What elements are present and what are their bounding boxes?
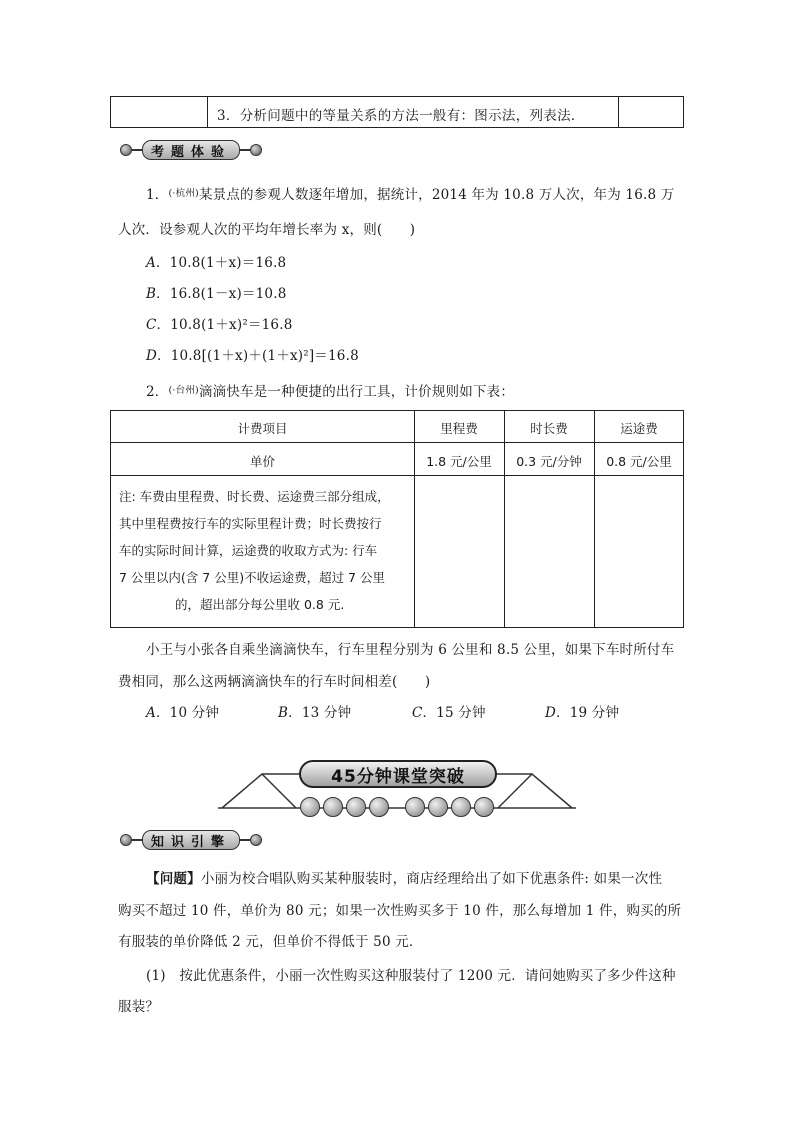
table-cell: 0.8 元/公里 <box>606 454 672 469</box>
problem-sub1-line2: 服装？ <box>118 999 160 1015</box>
option-c: C．15 分钟 <box>412 705 486 721</box>
table-header: 运途费 <box>620 421 658 436</box>
table-cell: 单价 <box>249 454 275 469</box>
top-table-row <box>110 96 684 128</box>
decor-dot-icon <box>120 834 132 846</box>
decor-ball-icon <box>405 797 425 817</box>
table-cell: 0.3 元/分钟 <box>516 454 582 469</box>
table-divider <box>207 97 208 127</box>
table-divider <box>618 97 619 127</box>
fare-table <box>110 410 684 628</box>
question-2-line1: 小王与小张各自乘坐滴滴快车，行车里程分别为 6 公里和 8.5 公里，如果下车时所付车 <box>146 642 675 658</box>
decor-ball-icon <box>300 797 320 817</box>
decor-ball-icon <box>428 797 448 817</box>
table-header: 时长费 <box>530 421 568 436</box>
option-d: D．10.8[(1＋x)＋(1＋x)²]＝16.8 <box>146 348 359 364</box>
section-title: 考题体验 <box>142 140 240 160</box>
fare-note: 注: 车费由里程费、时长费、运途费三部分组成， 其中里程费按行车的实际里程计费；时长费按行 车的实际时间计算，运途费的收取方式为: 行车 7 公里以内(含 7 公里)不收运途费，超过 7 公里 的，超出部分每公里收 0.8 元. <box>119 489 390 612</box>
question-source: (·杭州) <box>168 188 199 199</box>
question-1-line1: 1．$^{(\cdot 杭州)}$某景点的参观人数逐年增加，据统计，2014 年为 10.8 万人次，年为 16.8 万 <box>146 187 675 203</box>
decor-dot-icon <box>250 144 262 156</box>
problem-sub1-line1: (1) 按此优惠条件，小丽一次性购买这种服装付了 1200 元．请问她购买了多少件这种 <box>146 968 676 984</box>
decor-ball-icon <box>346 797 366 817</box>
decor-dot-icon <box>250 834 262 846</box>
problem-tag: 【问题】 <box>146 871 201 887</box>
banner-title: 45分钟课堂突破 <box>299 760 497 788</box>
question-2-intro: 2．$^{(\cdot 台州)}$滴滴快车是一种便捷的出行工具，计价规则如下表： <box>146 384 515 400</box>
option-b: B．13 分钟 <box>278 705 352 721</box>
decor-ball-icon <box>323 797 343 817</box>
question-1-line2: 人次．设参观人次的平均年增长率为 x，则( ) <box>118 222 416 238</box>
question-source: (·台州) <box>168 385 199 396</box>
option-a: A．10 分钟 <box>146 705 220 721</box>
table-header: 里程费 <box>440 421 478 436</box>
decor-ball-icon <box>451 797 471 817</box>
option-b: B．16.8(1－x)＝10.8 <box>146 286 287 302</box>
decor-ball-icon <box>474 797 494 817</box>
problem-line1: 【问题】小丽为校合唱队购买某种服装时，商店经理给出了如下优惠条件: 如果一次性 <box>146 871 663 887</box>
section-badge-exam <box>120 139 262 161</box>
problem-line3: 有服装的单价降低 2 元，但单价不得低于 50 元． <box>118 934 423 950</box>
section-badge-knowledge <box>120 829 262 851</box>
decor-dot-icon <box>120 144 132 156</box>
table-header: 计费项目 <box>237 421 288 436</box>
problem-line2: 购买不超过 10 件，单价为 80 元；如果一次性购买多于 10 件，那么每增加 1 件，购买的所 <box>118 903 682 919</box>
decor-ball-icon <box>369 797 389 817</box>
question-2-line2: 费相同，那么这两辆滴滴快车的行车时间相差( ) <box>118 674 431 690</box>
table-cell: 1.8 元/公里 <box>426 454 492 469</box>
top-row-text: 3．分析问题中的等量关系的方法一般有：图示法，列表法． <box>217 108 585 124</box>
option-c: C．10.8(1＋x)²＝16.8 <box>146 317 293 333</box>
option-d: D．19 分钟 <box>545 705 620 721</box>
option-a: A．10.8(1＋x)＝16.8 <box>146 255 287 271</box>
section-title: 知识引擎 <box>142 830 240 850</box>
